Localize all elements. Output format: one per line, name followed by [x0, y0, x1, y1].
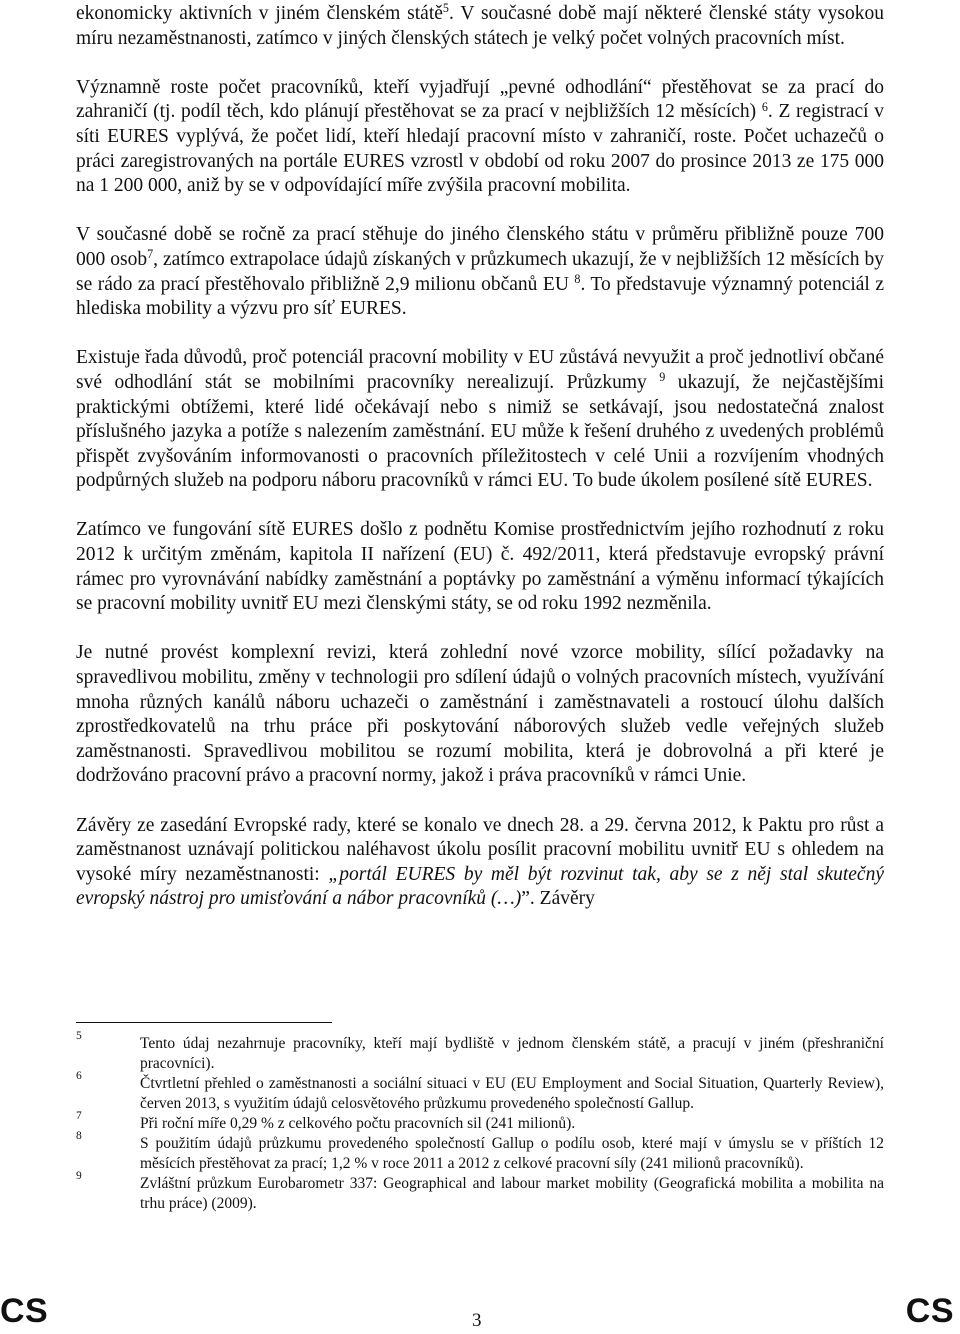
- page-footer: [0, 1290, 960, 1334]
- footnote-5: [76, 1030, 884, 1074]
- footnote-ref-9[interactable]: 9: [659, 370, 666, 385]
- footnote-separator: [76, 1022, 332, 1023]
- body-text: [76, 2, 884, 912]
- paragraph-2: Významně roste počet pracovníků, kteří vyjadřují „pevné odhodlání“ přestěhovat se za prací do zahraničí (tj. podíl těch, kdo plánují přestěhovat se za prací v nejbližších 12 měsících) $^6$. Z registrací v síti EURES vyplývá, že počet lidí, kteří hledají pracovní místo v zahraničí, roste. Počet uchazečů o práci zaregistrovaných na portále EURES vzrostl v období od roku 2007 do prosince 2013 ze 175 000 na 1 200 000, aniž by se v odpovídající míře zvýšila pracovní mobilita.: [76, 76, 884, 197]
- footnote-text: Zvláštní průzkum Eurobarometr 337: Geographical and labour market mobility (Geografická mobilita a mobilita na trhu práce) (2009).: [140, 1175, 884, 1212]
- quote-italic: „portál EURES by měl být rozvinut tak, aby se z něj stal skutečný evropský nástroj pro umisťování a nábor pracovníků (…): [76, 863, 884, 910]
- footnote-7: [76, 1110, 884, 1134]
- footnote-text: S použitím údajů průzkumu provedeného společností Gallup o podílu osob, které mají v úmyslu se v příštích 12 měsících přestěhovat za prací; 1,2 % v roce 2011 a 2012 z celkové pracovní síly (241 milionů pracovníků).: [140, 1135, 884, 1172]
- page-number: 3: [472, 1310, 482, 1331]
- footnote-number: 8: [76, 1130, 82, 1142]
- footnote-ref-5[interactable]: 5: [442, 1, 449, 16]
- footnote-ref-8[interactable]: 8: [574, 271, 581, 286]
- footnote-number: 9: [76, 1170, 82, 1182]
- footnote-8: [76, 1130, 884, 1174]
- footnote-text: Při roční míře 0,29 % z celkového počtu pracovních sil (241 milionů).: [140, 1115, 576, 1132]
- paragraph-1: ekonomicky aktivních v jiném členském státě$^5$. V současné době mají některé členské státy vysokou míru nezaměstnanosti, zatímco v jiných členských státech je velký počet volných pracovních míst.: [76, 1, 884, 49]
- paragraph-3: V současné době se ročně za prací stěhuje do jiného členského státu v průměru přibližně pouze 700 000 osob$^7$, zatímco extrapolace údajů získaných v průzkumech ukazují, že v nejbližších 12 měsících by se rádo za prací přestěhovalo přibližně 2,9 milionu občanů EU $^8$. To představuje významný potenciál z hlediska mobility a výzvu pro síť EURES.: [76, 224, 885, 320]
- paragraph-5: Zatímco ve fungování sítě EURES došlo z podnětu Komise prostřednictvím jejího rozhodnutí z roku 2012 k určitým změnám, kapitola II nařízení (EU) č. 492/2011, která představuje evropský právní rámec pro vyrovnávání nabídky zaměstnání a poptávky po zaměstnání a výměnu informací týkajících se pracovní mobility uvnitř EU mezi členskými státy, se od roku 1992 nezměnila.: [76, 519, 884, 615]
- paragraph-6: Je nutné provést komplexní revizi, která zohlední nové vzorce mobility, sílící požadavky na spravedlivou mobilitu, změny v technologii pro sdílení údajů o volných pracovních místech, využívání mnoha různých kanálů náboru uchazeči o zaměstnání i zaměstnavateli a rostoucí úlohu dalších zprostředkovatelů na trhu práce při poskytování náborových služeb vedle veřejných služeb zaměstnanosti. Spravedlivou mobilitou se rozumí mobilita, která je dobrovolná a při které je dodržováno pracovní právo a pracovní normy, jakož i práva pracovníků v rámci Unie.: [76, 642, 884, 787]
- footnote-9: [76, 1170, 884, 1214]
- footnote-ref-6[interactable]: 6: [761, 99, 768, 114]
- footnote-number: 6: [76, 1070, 82, 1082]
- footnotes: [76, 1030, 884, 1214]
- footnote-number: 7: [76, 1110, 82, 1122]
- footnote-text: Tento údaj nezahrnuje pracovníky, kteří mají bydliště v jednom členském státě, a pracují v jiném (přeshraniční pracovníci).: [140, 1035, 884, 1072]
- language-code-right: CS: [905, 1292, 954, 1330]
- paragraph-7: Závěry ze zasedání Evropské rady, které se konalo ve dnech 28. a 29. června 2012, k Paktu pro růst a zaměstnanost uznávají politickou naléhavost úkolu posílit pracovní mobilitu uvnitř EU s ohledem na vysoké míry nezaměstnanosti: „portál EURES by měl být rozvinut tak, aby se z něj stal skutečný evropský nástroj pro umisťování a nábor pracovníků (…)”. Závěry: [76, 814, 884, 910]
- footnote-text: Čtvrtletní přehled o zaměstnanosti a sociální situaci v EU (EU Employment and Social Situation, Quarterly Review), červen 2013, s využitím údajů celosvětového průzkumu provedeného společností Gallup.: [140, 1075, 884, 1112]
- footnote-ref-7[interactable]: 7: [147, 247, 154, 262]
- footnote-number: 5: [76, 1030, 82, 1042]
- footnote-6: [76, 1070, 884, 1114]
- language-code-left: CS: [0, 1292, 49, 1330]
- paragraph-4: Existuje řada důvodů, proč potenciál pracovní mobility v EU zůstává nevyužit a proč jednotliví občané své odhodlání stát se mobilními pracovníky nerealizují. Průzkumy $^9$ ukazují, že nejčastějšími praktickými obtížemi, které lidé očekávají nebo s nimiž se setkávají, jsou nedostatečná znalost příslušného jazyka a potíže s nalezením zaměstnání. EU může k řešení druhého z uvedených problémů přispět zvyšováním informovanosti o pracovních příležitostech v celé Unii a rozvíjením vhodných podpůrných služeb na podporu náboru pracovníků v rámci EU. To bude úkolem posílené sítě EURES.: [76, 347, 885, 492]
